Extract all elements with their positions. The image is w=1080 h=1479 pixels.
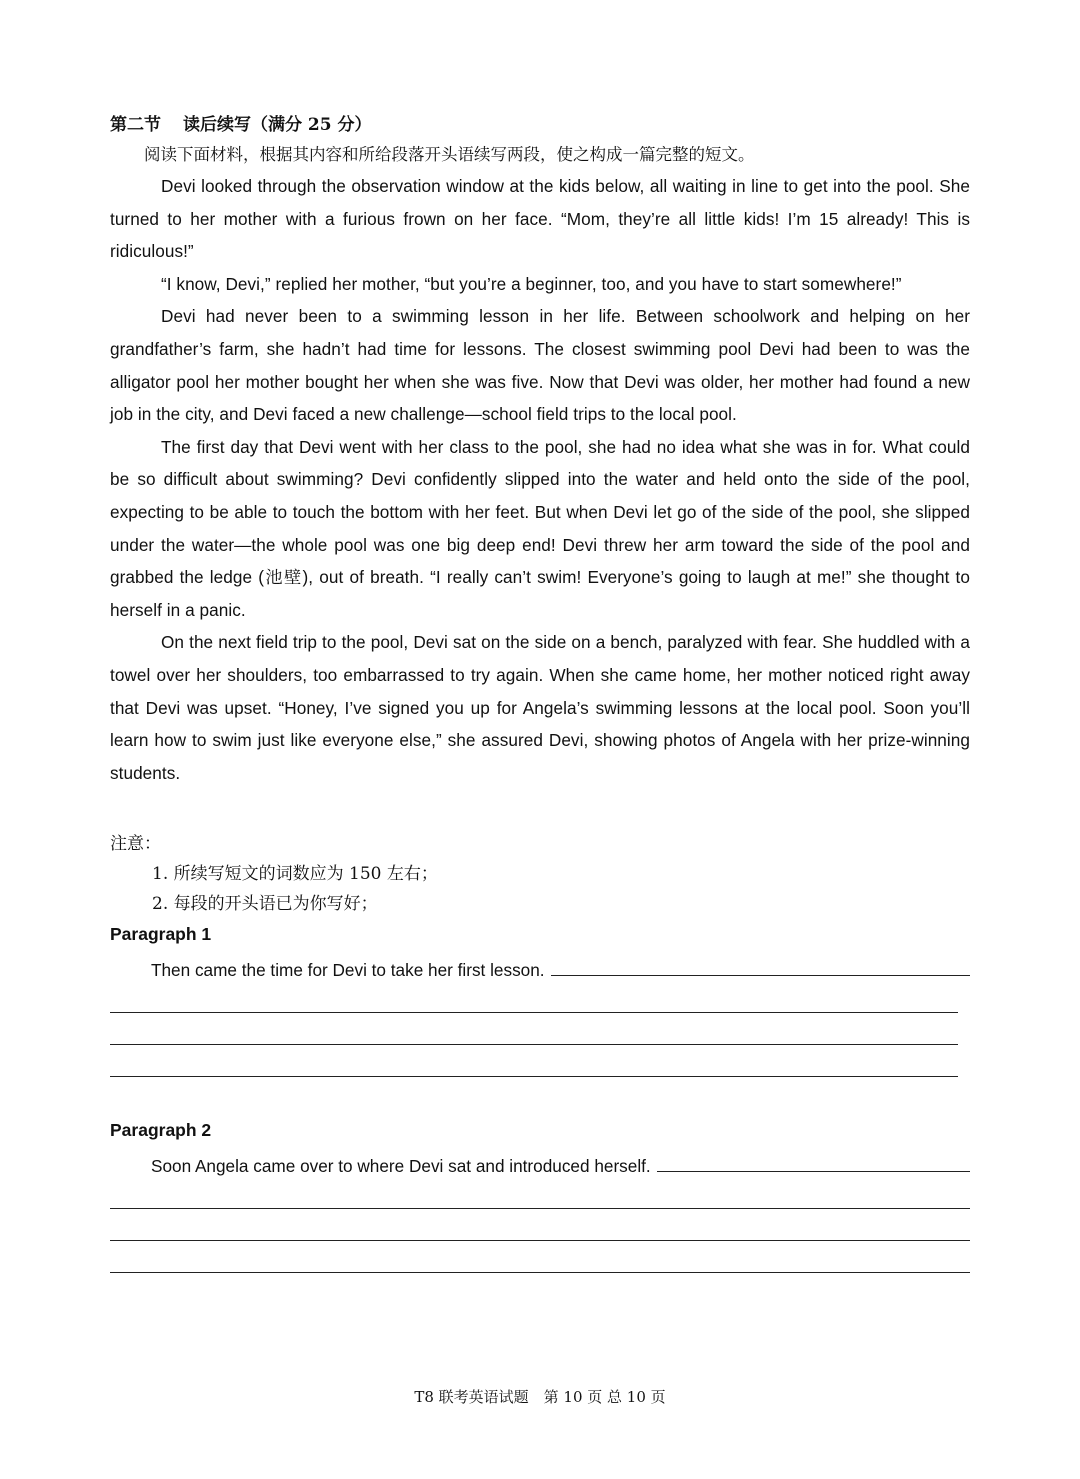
writing-section-2 [110,1115,970,1273]
answer-blank[interactable] [657,1171,970,1172]
answer-line[interactable] [110,1177,970,1209]
paragraph-2-heading: Paragraph 2 [110,1120,212,1141]
task-instruction: 阅读下面材料，根据其内容和所给段落开头语续写两段，使之构成一篇完整的短文。 [144,145,755,164]
answer-line[interactable] [110,1013,958,1045]
notes-list [110,859,970,919]
note-item: 2. 每段的开头语已为你写好； [152,894,378,915]
section-heading [110,110,970,140]
page-content [110,110,970,1273]
passage-paragraph: Devi had never been to a swimming lesson in her life. Between schoolwork and helping on her grandfather’s farm, she hadn’t had time for lessons. The closest swimming pool Devi had been to was the alligator pool her mother bought her when she was five. Now that Devi was older, her mother had found a new job in the city, and Devi faced a new challenge—school field trips to the local pool. [110,306,970,425]
paragraph-2-lead-text: Soon Angela came over to where Devi sat and introduced herself. [151,1156,651,1177]
paragraph-1-heading: Paragraph 1 [110,924,212,945]
answer-line[interactable] [110,981,958,1013]
passage-paragraph: “I know, Devi,” replied her mother, “but you’re a beginner, too, and you have to start somewhere!” [161,273,902,294]
answer-line[interactable] [110,1209,970,1241]
paragraph-1-lead-line[interactable] [110,949,970,981]
passage-paragraph: The first day that Devi went with her class to the pool, she had no idea what she was in for. What could be so difficult about swimming? Devi confidently slipped into the water and held onto the side of the pool, expecting to be able to touch the bottom with her feet. But when Devi let go of the side of the pool, she slipped under the water—the whole pool was one big deep end! Devi threw her arm toward the side of the pool and grabbed the ledge (池壁), out of breath. “I really can’t swim! Everyone’s going to laugh at me!” she thought to herself in a panic. [110,436,970,620]
section-label: 第二节 [110,115,161,135]
answer-blank[interactable] [551,975,970,976]
page-footer: T8 联考英语试题 第 10 页 总 10 页 [414,1388,666,1406]
passage-paragraph: On the next field trip to the pool, Devi sat on the side on a bench, paralyzed with fear. She huddled with a towel over her shoulders, too embarrassed to try again. When she came home, her mother noticed right away that Devi was upset. “Honey, I’ve signed you up for Angela’s swimming lessons at the local pool. Soon you’ll learn how to swim just like everyone else,” she assured Devi, showing photos of Angela with her prize-winning students. [110,632,970,783]
paragraph-1-lead-text: Then came the time for Devi to take her first lesson. [151,960,545,981]
answer-line[interactable] [110,1045,958,1077]
section-title: 读后续写（满分 25 分） [183,115,372,135]
passage-paragraph: Devi looked through the observation window at the kids below, all waiting in line to get into the pool. She turned to her mother with a furious frown on her face. “Mom, they’re all little kids! I’m 15 already! This is ridiculous!” [110,176,970,262]
writing-section-1 [110,919,970,1077]
answer-line[interactable] [110,1241,970,1273]
note-item: 1. 所续写短文的词数应为 150 左右； [152,864,438,885]
reading-passage [110,170,970,789]
notes-heading: 注意： [110,834,161,855]
paragraph-2-lead-line[interactable] [110,1145,970,1177]
